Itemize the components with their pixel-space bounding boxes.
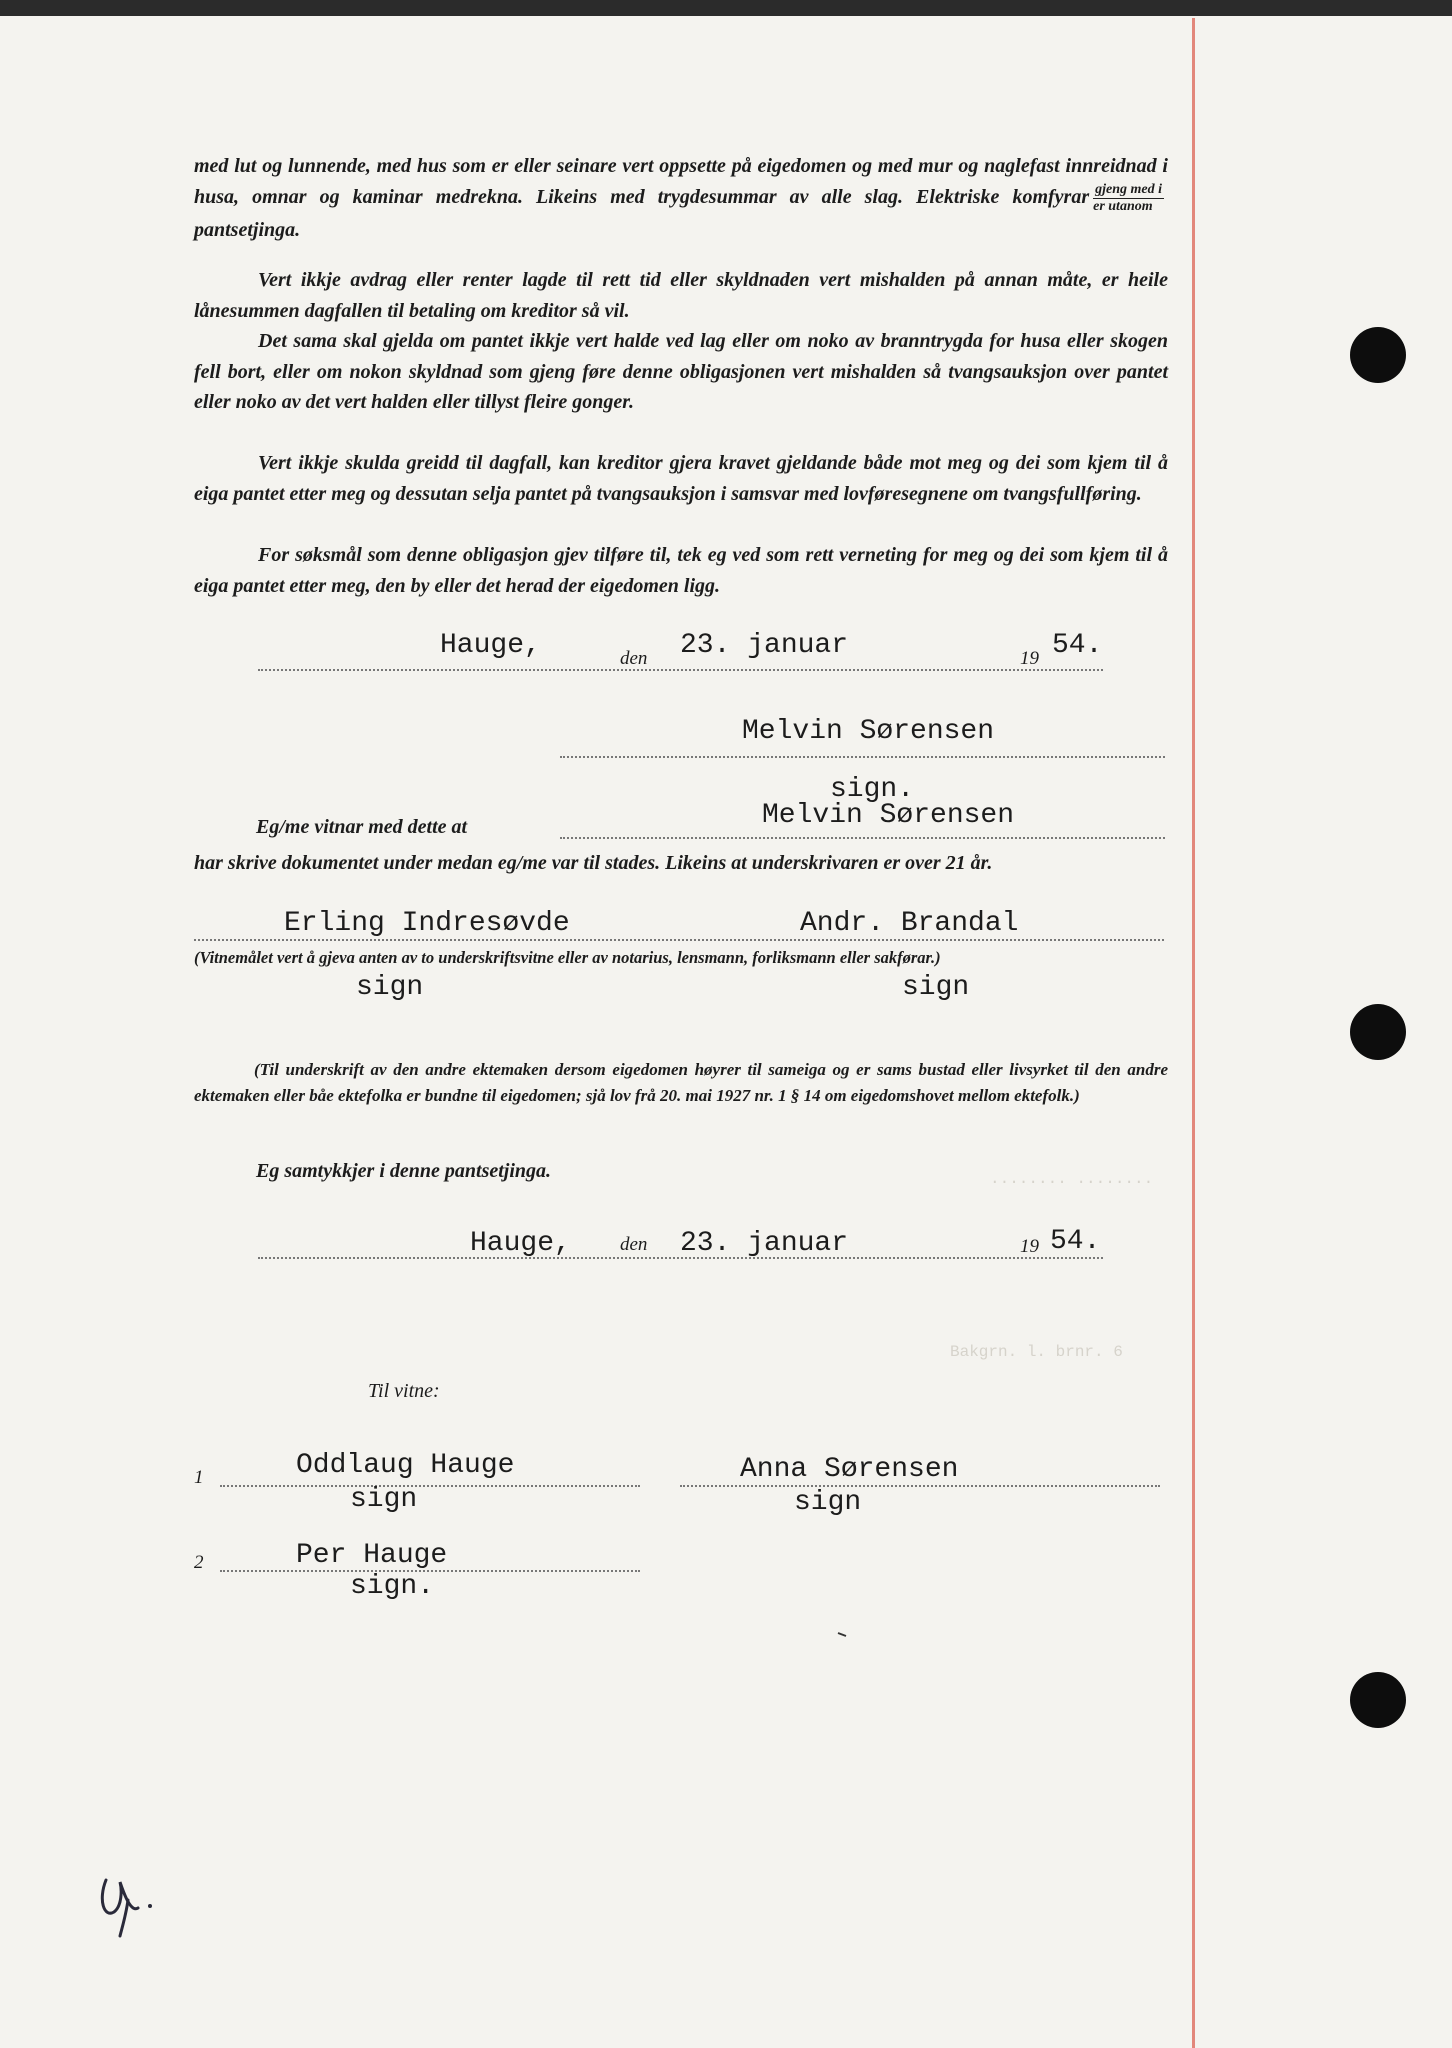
scan-top-edge bbox=[0, 0, 1452, 16]
handwritten-mark bbox=[92, 1860, 162, 1940]
witness-line bbox=[560, 837, 1165, 839]
date-value-2: 23. januar bbox=[680, 1228, 849, 1259]
fraction-choice: $\frac{\text{gjeng med i}}{\text{er utanom}}$ bbox=[1093, 181, 1162, 214]
date-value: 23. januar bbox=[680, 630, 849, 661]
signer-sign: sign. bbox=[830, 774, 915, 805]
punch-hole bbox=[1350, 1004, 1406, 1060]
til-vitne-line-1b bbox=[680, 1485, 1160, 1487]
witness-note: (Vitnemålet vert å gjeva anten av to underskriftsvitne eller av notarius, lensmann, forliksmann eller sakførar.) bbox=[194, 948, 941, 967]
bleed-through-text: Bakgrn. l. brnr. 6 bbox=[950, 1343, 1123, 1361]
punch-hole bbox=[1350, 327, 1406, 383]
til-vitne-label: Til vitne: bbox=[368, 1380, 440, 1402]
place-value-2: Hauge, bbox=[470, 1228, 571, 1259]
year-value-2: 54. bbox=[1050, 1226, 1101, 1257]
date-line bbox=[258, 669, 1103, 671]
witness-number-2: 2 bbox=[194, 1552, 204, 1573]
til-vitne-1-sign: sign bbox=[350, 1484, 418, 1515]
til-vitne-line-1 bbox=[220, 1485, 640, 1487]
year-value: 54. bbox=[1052, 630, 1103, 661]
signature-line bbox=[560, 756, 1165, 758]
punch-hole bbox=[1350, 1672, 1406, 1728]
year-prefix: 19 bbox=[1020, 648, 1039, 669]
til-vitne-1b-sign: sign bbox=[794, 1487, 862, 1518]
spouse-note: (Til underskrift av den andre ektemaken dersom eigedomen høyrer til sameiga og er sams bustad eller livsyrket til den andre ektemaken eller båe ektefolka er bundne til eigedomen; sjå lov frå 20. mai 1927 nr. 1 § 14 om eigedomshovet mellom ektefolk.) bbox=[194, 1060, 1168, 1105]
stray-mark bbox=[836, 1630, 850, 1638]
witness-2-name: Andr. Brandal bbox=[800, 908, 1019, 939]
clause-paragraph-5: For søksmål som denne obligasjon gjev tilføre til, tek eg ved som rett verneting for meg og dei som kjem til å eiga pantet etter meg, den by eller det herad der eigedomen ligg. bbox=[194, 544, 1168, 597]
year-prefix-2: 19 bbox=[1020, 1236, 1039, 1257]
witness-signature-line bbox=[194, 939, 1164, 941]
consent-text: Eg samtykkjer i denne pantsetjinga. bbox=[256, 1160, 552, 1182]
bleed-through-text: ........ ........ bbox=[990, 1170, 1154, 1188]
clause-paragraph-4: Vert ikkje skulda greidd til dagfall, kan kreditor gjera kravet gjeldande både mot meg og dei som kjem til å eiga pantet etter meg og dessutan selja pantet på tvangsauksjon i samsvar med lovføresegnene om tvangsfullføring. bbox=[194, 452, 1168, 505]
witness-lead: Eg/me vitnar med dette at bbox=[256, 816, 468, 838]
den-label-2: den bbox=[620, 1234, 648, 1255]
margin-rule bbox=[1192, 18, 1195, 2048]
til-vitne-1-name: Oddlaug Hauge bbox=[296, 1450, 515, 1481]
til-vitne-1b-name: Anna Sørensen bbox=[740, 1454, 959, 1485]
witness-text: har skrive dokumentet under medan eg/me var til stades. Likeins at underskrivaren er over 21 år. bbox=[194, 852, 993, 874]
witness-number-1: 1 bbox=[194, 1467, 204, 1488]
clause-paragraph-3: Det sama skal gjelda om pantet ikkje vert halde ved lag eller om noko av branntrygda for husa eller skogen fell bort, eller om nokon skyldnad som gjeng føre denne obligasjonen vert mishalden så tvangsauksjon over pantet eller noko av det vert halden eller tillyst fleire gonger. bbox=[194, 330, 1168, 413]
witness-1-sign: sign bbox=[356, 972, 424, 1003]
signer-name-repeat: Melvin Sørensen bbox=[762, 800, 1015, 831]
clause-paragraph-2: Vert ikkje avdrag eller renter lagde til rett tid eller skyldnaden vert mishalden på annan måte, er heile lånesummen dagfallen til betaling om kreditor så vil. bbox=[194, 269, 1168, 322]
til-vitne-2-sign: sign. bbox=[350, 1571, 435, 1602]
den-label: den bbox=[620, 648, 648, 669]
place-value: Hauge, bbox=[440, 630, 541, 661]
signer-name: Melvin Sørensen bbox=[742, 716, 995, 747]
witness-2-sign: sign bbox=[902, 972, 970, 1003]
clause-paragraph-1: med lut og lunnende, med hus som er eller seinare vert oppsette på eigedomen og med mur og naglefast innreidnad i husa, omnar og kaminar medrekna. Likeins med trygdesummar av alle slag. Elektriske komfyrar $\frac{\text{gjeng med i}}{\text{er utanom}}$ pantsetjinga. bbox=[194, 155, 1168, 241]
witness-1-name: Erling Indresøvde bbox=[284, 908, 570, 939]
til-vitne-2-name: Per Hauge bbox=[296, 1540, 448, 1571]
